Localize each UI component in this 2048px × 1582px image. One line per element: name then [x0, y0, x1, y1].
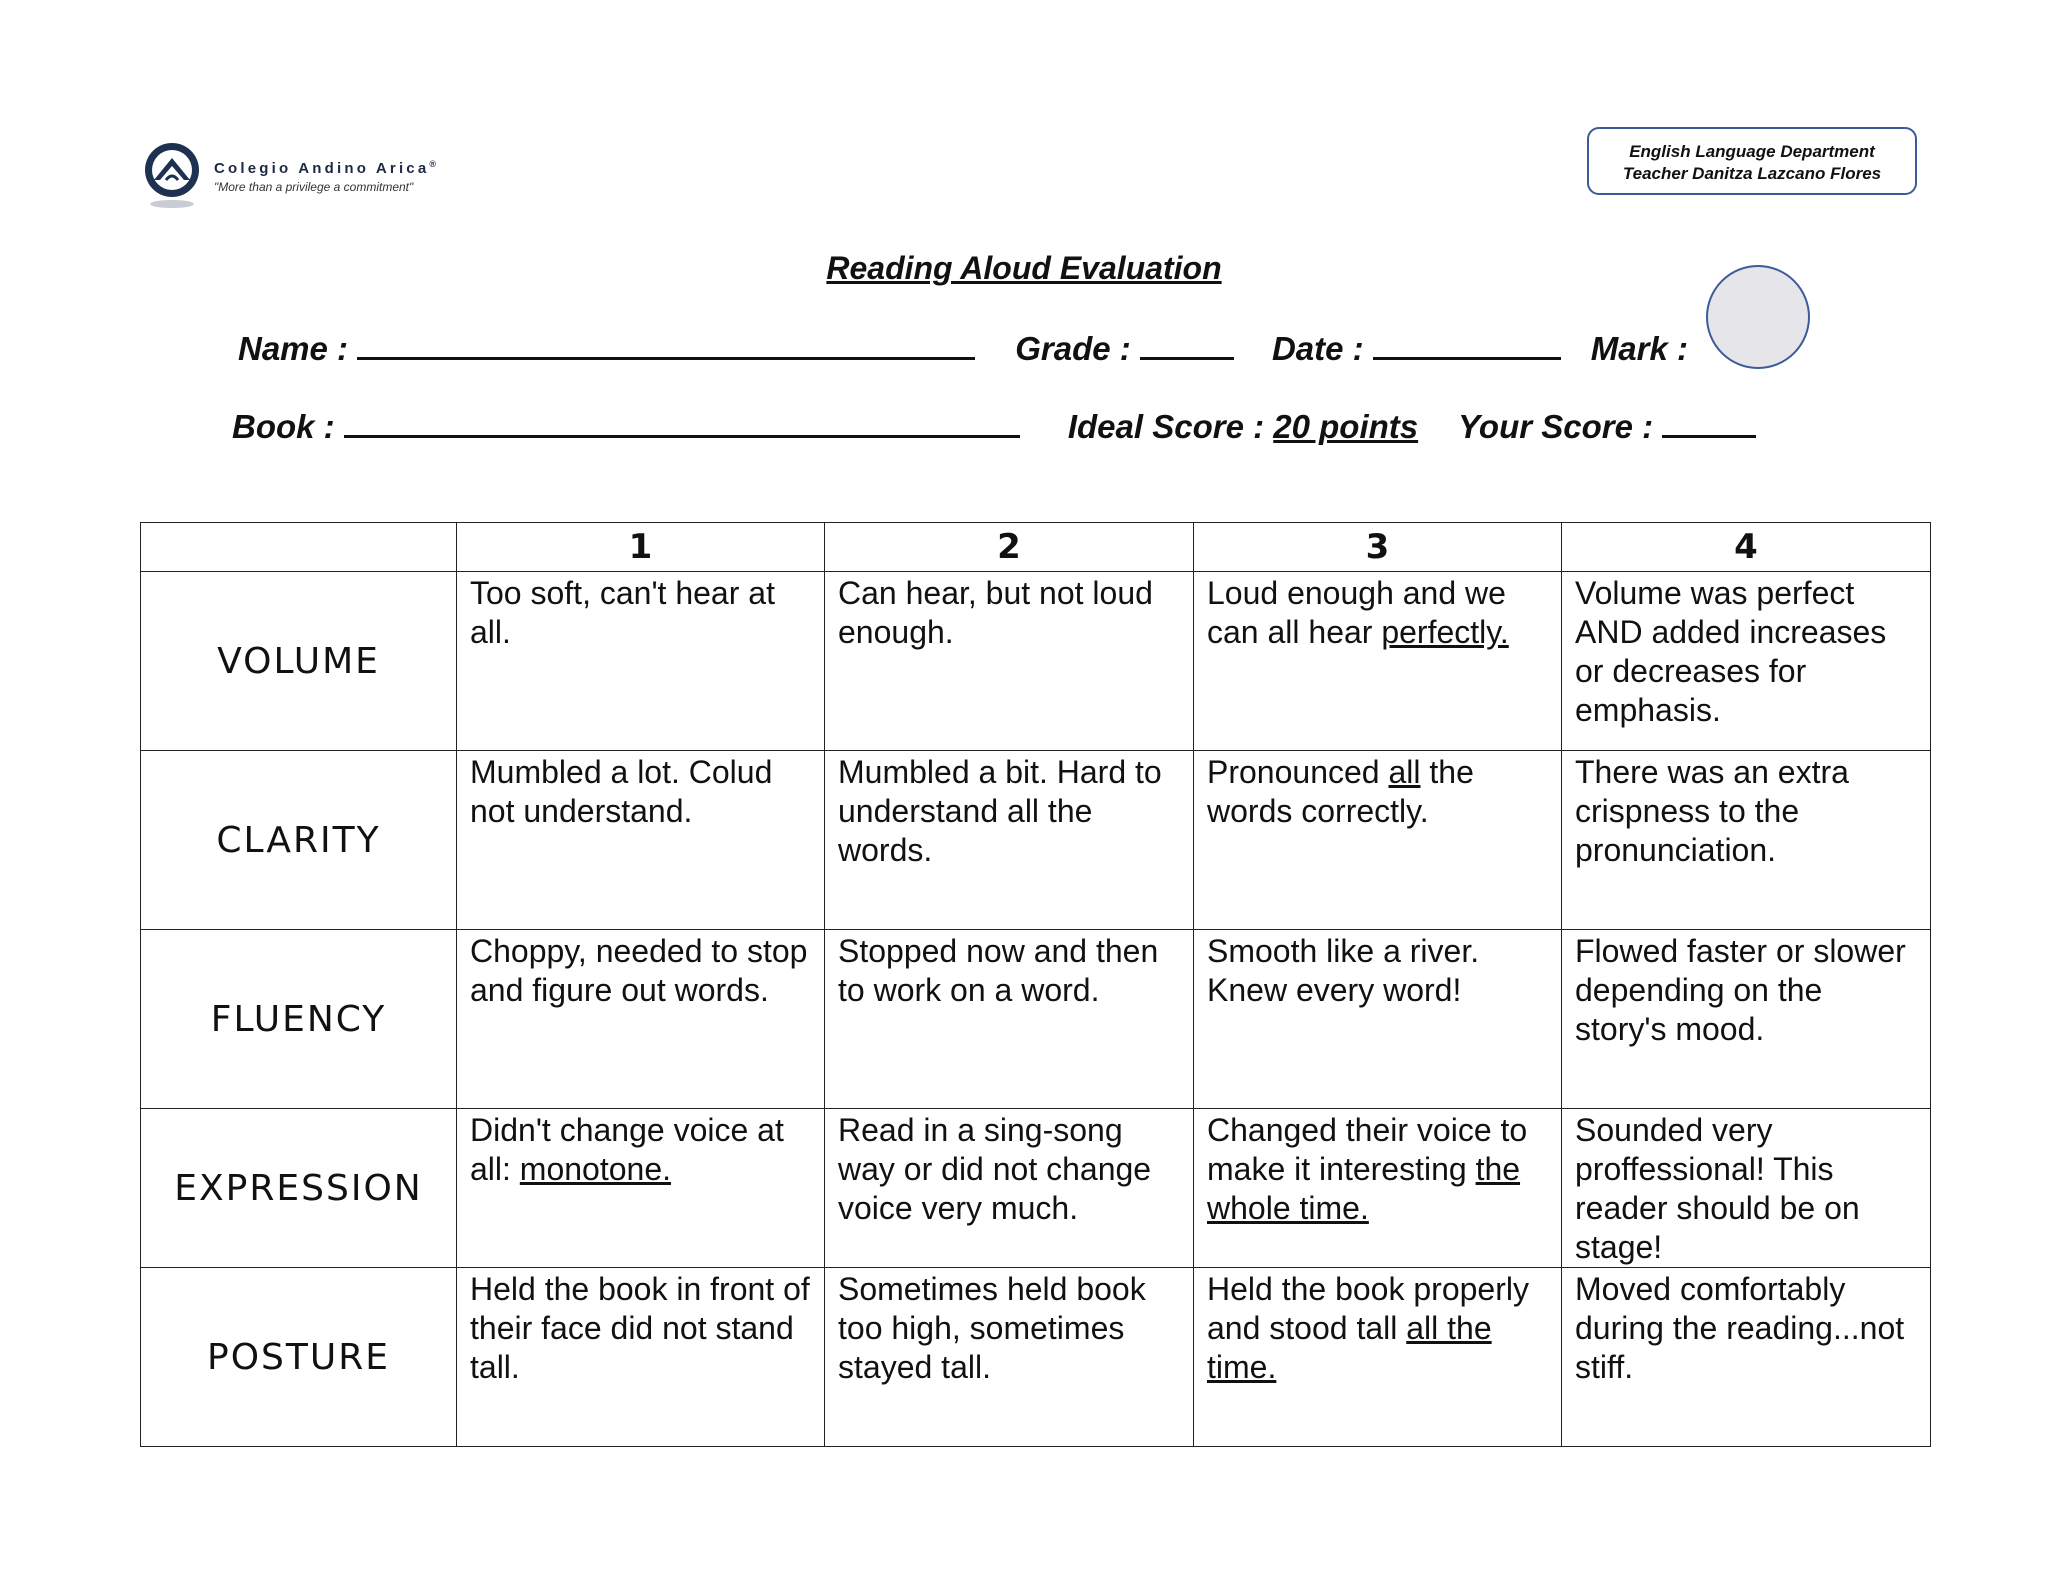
category-volume: VOLUME — [141, 572, 457, 751]
mark-label: Mark : — [1590, 330, 1688, 367]
rubric-row-clarity — [141, 751, 1931, 930]
rubric-header-1: 1 — [457, 523, 825, 572]
book-field[interactable] — [344, 408, 1020, 438]
rubric-row-volume — [141, 572, 1931, 751]
rubric-table — [140, 522, 1931, 1447]
rubric-row-fluency — [141, 930, 1931, 1109]
school-emblem-icon — [140, 140, 204, 212]
rubric-header-3: 3 — [1194, 523, 1562, 572]
category-clarity: CLARITY — [141, 751, 457, 930]
mark-circle[interactable] — [1706, 265, 1810, 369]
department-name: English Language Department — [1629, 142, 1875, 161]
rubric-cell: Read in a sing-song way or did not change voice very much. — [825, 1109, 1194, 1268]
rubric-cell: Volume was perfect AND added increases or decreases for emphasis. — [1562, 572, 1931, 751]
rubric-cell: Loud enough and we can all hear perfectly. — [1194, 572, 1562, 751]
date-field[interactable] — [1373, 330, 1561, 360]
teacher-name: Teacher Danitza Lazcano Flores — [1622, 164, 1882, 183]
rubric-header-blank — [141, 523, 457, 572]
school-name: Colegio Andino Arica® — [214, 158, 437, 177]
rubric-header-4: 4 — [1562, 523, 1931, 572]
your-score-field[interactable] — [1662, 408, 1756, 438]
your-score-label: Your Score : — [1458, 408, 1654, 445]
category-fluency: FLUENCY — [141, 930, 457, 1109]
date-label: Date : — [1271, 330, 1364, 367]
grade-label: Grade : — [1015, 330, 1131, 367]
rubric-cell: Mumbled a lot. Colud not understand. — [457, 751, 825, 930]
rubric-cell: Pronounced all the words correctly. — [1194, 751, 1562, 930]
ideal-score-label: Ideal Score : — [1067, 408, 1265, 445]
department-box — [1587, 127, 1917, 195]
ideal-score-value: 20 points — [1273, 408, 1419, 445]
name-field[interactable] — [357, 330, 975, 360]
rubric-row-expression — [141, 1109, 1931, 1268]
rubric-cell: Smooth like a river. Knew every word! — [1194, 930, 1562, 1109]
rubric-row-posture — [141, 1268, 1931, 1447]
name-label: Name : — [238, 330, 349, 367]
rubric-header-2: 2 — [825, 523, 1194, 572]
rubric-cell: Too soft, can't hear at all. — [457, 572, 825, 751]
book-label: Book : — [232, 408, 335, 445]
grade-field[interactable] — [1140, 330, 1234, 360]
book-info-row — [232, 408, 1756, 446]
rubric-header-row — [141, 523, 1931, 572]
rubric-cell: Stopped now and then to work on a word. — [825, 930, 1194, 1109]
category-posture: POSTURE — [141, 1268, 457, 1447]
rubric-cell: Choppy, needed to stop and figure out words. — [457, 930, 825, 1109]
page-title: Reading Aloud Evaluation — [826, 250, 1222, 286]
rubric-cell: Didn't change voice at all: monotone. — [457, 1109, 825, 1268]
school-logo — [140, 140, 436, 212]
rubric-cell: Changed their voice to make it interesting the whole time. — [1194, 1109, 1562, 1268]
rubric-cell: Sounded very proffessional! This reader should be on stage! — [1562, 1109, 1931, 1268]
rubric-cell: Can hear, but not loud enough. — [825, 572, 1194, 751]
rubric-cell: There was an extra crispness to the pronunciation. — [1562, 751, 1931, 930]
category-expression: EXPRESSION — [141, 1109, 457, 1268]
rubric-cell: Held the book in front of their face did not stand tall. — [457, 1268, 825, 1447]
rubric-cell: Sometimes held book too high, sometimes stayed tall. — [825, 1268, 1194, 1447]
school-tagline: "More than a privilege a commitment" — [214, 179, 414, 194]
rubric-cell: Flowed faster or slower depending on the story's mood. — [1562, 930, 1931, 1109]
rubric-cell: Mumbled a bit. Hard to understand all the words. — [825, 751, 1194, 930]
rubric-cell: Held the book properly and stood tall all the time. — [1194, 1268, 1562, 1447]
student-info-row — [238, 330, 1688, 368]
rubric-cell: Moved comfortably during the reading...not stiff. — [1562, 1268, 1931, 1447]
